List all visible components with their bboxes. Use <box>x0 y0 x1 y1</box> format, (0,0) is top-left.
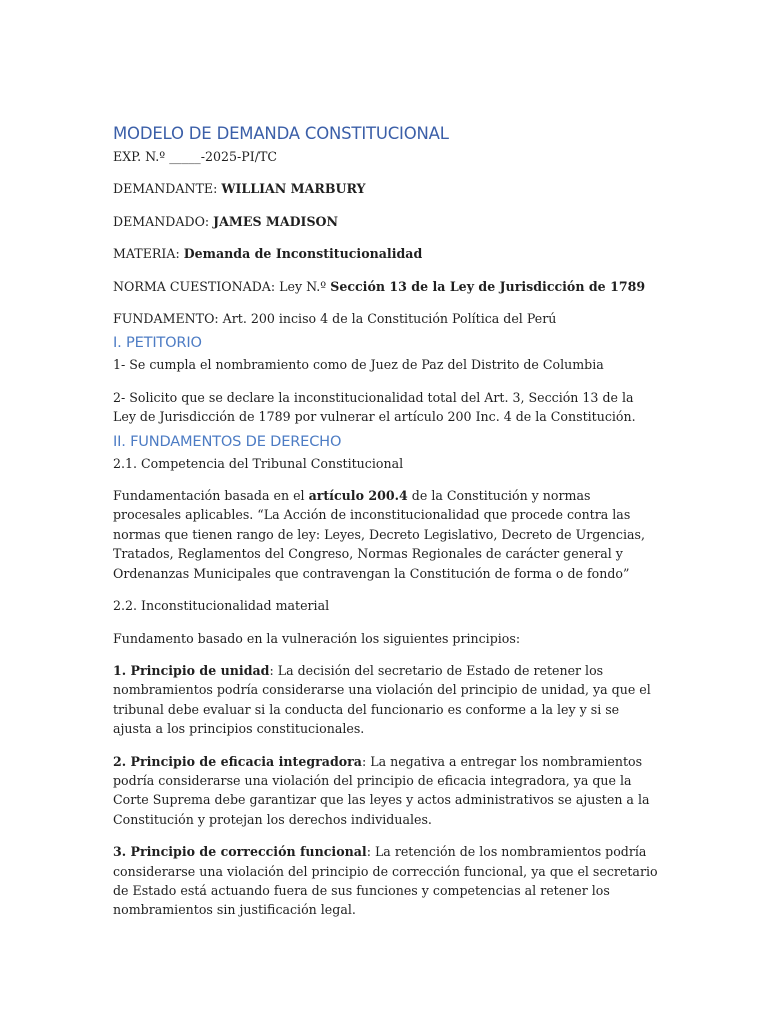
materia-value: Demanda de Inconstitucionalidad <box>183 246 423 262</box>
norma-line <box>113 277 658 296</box>
norma-value: Sección 13 de la Ley de Jurisdicción de 1789 <box>330 278 646 294</box>
principle-1 <box>113 661 658 739</box>
principle-2-text: : La negativa a entregar los nombramientos podría considerarse una violación del principio de eficacia integradora, ya que la Corte Suprema debe garantizar que las leyes y actos administrativos se ajusten a la Constitución y protejan los derechos individuales. <box>113 753 650 827</box>
principle-1-title: 1. Principio de unidad <box>113 662 270 678</box>
principle-2-title: 2. Principio de eficacia integradora <box>113 753 362 769</box>
principle-3 <box>113 842 658 920</box>
petitorio-heading: I. PETITORIO <box>113 334 202 352</box>
principle-2 <box>113 752 658 830</box>
petitorio-item-1: 1- Se cumpla el nombramiento como de Juez de Paz del Distrito de Columbia <box>113 357 604 373</box>
demandante-label: DEMANDANTE: <box>113 181 222 197</box>
norma-label: NORMA CUESTIONADA: Ley N.º <box>113 278 331 294</box>
document-content <box>113 124 658 933</box>
demandado-label: DEMANDADO: <box>113 213 214 229</box>
demandante-line <box>113 179 658 198</box>
materia-line <box>113 244 658 263</box>
expediente-line: EXP. N.º _____-2025-PI/TC <box>113 149 277 164</box>
demandado-line <box>113 212 658 231</box>
section-2-1-paragraph <box>113 486 658 583</box>
s1-text-post: de la Constitución y normas procesales aplicables. “La Acción de inconstitucionalidad que procede contra las normas que tienen rango de ley: Leyes, Decreto Legislativo, Decreto de Urgencias, Tratados, Reglamentos del Congreso, Normas Regionales de carácter general y Ordenanzas Municipales que contravengan la Constitución de forma o de fondo” <box>113 488 645 581</box>
principle-1-text: : La decisión del secretario de Estado de retener los nombramientos podría considerarse una violación del principio de unidad, ya que el tribunal debe evaluar si la conducta del funcionario es conforme a la ley y si se ajusta a los principios constitucionales. <box>113 662 651 737</box>
principle-3-title: 3. Principio de corrección funcional <box>113 844 367 860</box>
s1-text-pre: Fundamentación basada en el <box>113 488 309 504</box>
s1-article-ref: artículo 200.4 <box>308 488 408 504</box>
principle-3-text: : La retención de los nombramientos podría considerarse una violación del principio de corrección funcional, ya que el secretario de Estado está actuando fuera de sus funciones y competencias al retener los nombramientos sin justificación legal. <box>113 844 658 918</box>
fundamentos-heading: II. FUNDAMENTOS DE DERECHO <box>113 432 342 450</box>
document-title: MODELO DE DEMANDA CONSTITUCIONAL <box>113 124 449 143</box>
section-2-2-title: 2.2. Inconstitucionalidad material <box>113 598 330 614</box>
materia-label: MATERIA: <box>113 246 184 262</box>
fundamento-line: FUNDAMENTO: Art. 200 inciso 4 de la Constitución Política del Perú <box>113 311 557 327</box>
section-2-2-intro: Fundamento basado en la vulneración los siguientes principios: <box>113 630 521 646</box>
demandado-value: JAMES MADISON <box>213 213 339 229</box>
demandante-value: WILLIAN MARBURY <box>221 181 366 197</box>
section-2-1-title: 2.1. Competencia del Tribunal Constitucional <box>113 455 404 471</box>
petitorio-item-2: 2- Solicito que se declare la inconstitucionalidad total del Art. 3, Sección 13 de la Ley de Jurisdicción de 1789 por vulnerar el artículo 200 Inc. 4 de la Constitución. <box>113 389 636 425</box>
